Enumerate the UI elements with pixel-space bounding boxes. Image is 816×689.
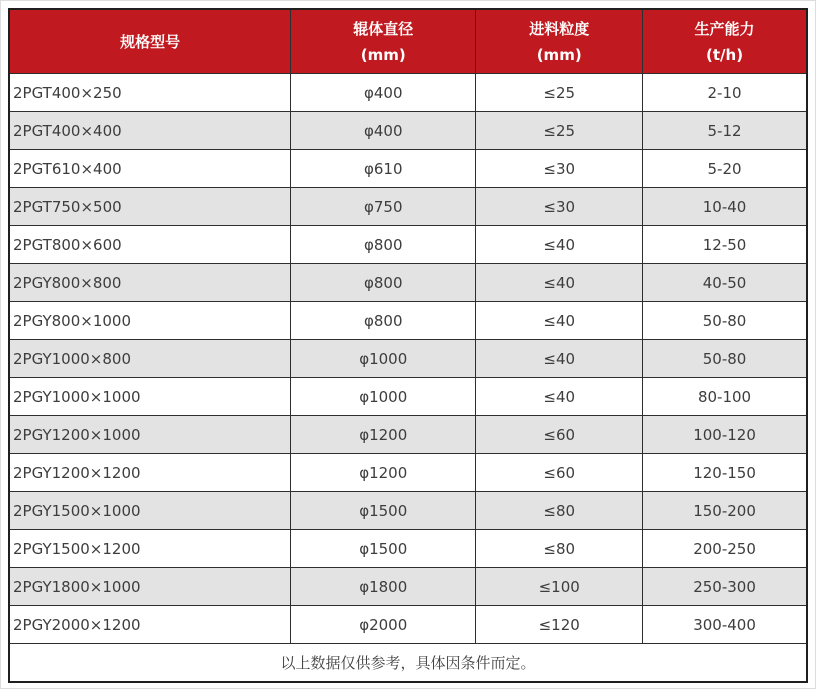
- header-row: [9, 9, 807, 74]
- table-row: [9, 530, 807, 568]
- footer-note: 以上数据仅供参考，具体因条件而定。: [9, 644, 807, 683]
- column-header-roller-diameter: [291, 9, 476, 74]
- capacity-cell: 150-200: [643, 492, 807, 530]
- table-row: [9, 150, 807, 188]
- diameter-cell: φ1500: [291, 530, 476, 568]
- feed-size-cell: ≤40: [476, 340, 643, 378]
- model-cell: 2PGY800×1000: [9, 302, 291, 340]
- capacity-cell: 12-50: [643, 226, 807, 264]
- table-row: [9, 74, 807, 112]
- capacity-cell: 250-300: [643, 568, 807, 606]
- diameter-cell: φ800: [291, 302, 476, 340]
- model-cell: 2PGT400×250: [9, 74, 291, 112]
- diameter-cell: φ1000: [291, 340, 476, 378]
- feed-size-cell: ≤25: [476, 112, 643, 150]
- capacity-cell: 5-12: [643, 112, 807, 150]
- model-cell: 2PGY800×800: [9, 264, 291, 302]
- capacity-cell: 50-80: [643, 340, 807, 378]
- feed-size-cell: ≤100: [476, 568, 643, 606]
- column-header-label: 进料粒度: [529, 19, 590, 38]
- model-cell: 2PGY1500×1000: [9, 492, 291, 530]
- column-header-unit: (mm): [536, 45, 582, 64]
- feed-size-cell: ≤30: [476, 188, 643, 226]
- table-row: [9, 226, 807, 264]
- diameter-cell: φ1200: [291, 454, 476, 492]
- column-header-label: 生产能力: [694, 19, 755, 38]
- model-cell: 2PGY1000×1000: [9, 378, 291, 416]
- table-row: [9, 112, 807, 150]
- column-header-unit: (t/h): [706, 45, 744, 64]
- column-header-feed-size: [476, 9, 643, 74]
- diameter-cell: φ750: [291, 188, 476, 226]
- table-row: [9, 378, 807, 416]
- capacity-cell: 100-120: [643, 416, 807, 454]
- footer-row: [9, 644, 807, 683]
- capacity-cell: 2-10: [643, 74, 807, 112]
- model-cell: 2PGY2000×1200: [9, 606, 291, 644]
- model-cell: 2PGY1200×1200: [9, 454, 291, 492]
- column-header-label: 辊体直径: [353, 19, 414, 38]
- diameter-cell: φ2000: [291, 606, 476, 644]
- model-cell: 2PGY1800×1000: [9, 568, 291, 606]
- feed-size-cell: ≤60: [476, 416, 643, 454]
- diameter-cell: φ400: [291, 112, 476, 150]
- model-cell: 2PGT800×600: [9, 226, 291, 264]
- table-row: [9, 416, 807, 454]
- column-header-unit: (mm): [360, 45, 406, 64]
- diameter-cell: φ400: [291, 74, 476, 112]
- column-header-label: 规格型号: [120, 32, 181, 51]
- table-row: [9, 568, 807, 606]
- diameter-cell: φ1500: [291, 492, 476, 530]
- diameter-cell: φ800: [291, 264, 476, 302]
- feed-size-cell: ≤40: [476, 378, 643, 416]
- capacity-cell: 200-250: [643, 530, 807, 568]
- capacity-cell: 10-40: [643, 188, 807, 226]
- capacity-cell: 120-150: [643, 454, 807, 492]
- model-cell: 2PGY1200×1000: [9, 416, 291, 454]
- model-cell: 2PGT750×500: [9, 188, 291, 226]
- diameter-cell: φ1000: [291, 378, 476, 416]
- capacity-cell: 5-20: [643, 150, 807, 188]
- spec-table: [8, 8, 808, 683]
- column-header-capacity: [643, 9, 807, 74]
- table-row: [9, 454, 807, 492]
- feed-size-cell: ≤25: [476, 74, 643, 112]
- feed-size-cell: ≤40: [476, 226, 643, 264]
- capacity-cell: 80-100: [643, 378, 807, 416]
- table-row: [9, 302, 807, 340]
- diameter-cell: φ800: [291, 226, 476, 264]
- feed-size-cell: ≤120: [476, 606, 643, 644]
- diameter-cell: φ610: [291, 150, 476, 188]
- feed-size-cell: ≤30: [476, 150, 643, 188]
- diameter-cell: φ1800: [291, 568, 476, 606]
- capacity-cell: 300-400: [643, 606, 807, 644]
- model-cell: 2PGT610×400: [9, 150, 291, 188]
- feed-size-cell: ≤80: [476, 492, 643, 530]
- feed-size-cell: ≤60: [476, 454, 643, 492]
- feed-size-cell: ≤80: [476, 530, 643, 568]
- capacity-cell: 40-50: [643, 264, 807, 302]
- model-cell: 2PGY1000×800: [9, 340, 291, 378]
- table-row: [9, 340, 807, 378]
- column-header-model: [9, 9, 291, 74]
- model-cell: 2PGY1500×1200: [9, 530, 291, 568]
- table-row: [9, 492, 807, 530]
- diameter-cell: φ1200: [291, 416, 476, 454]
- capacity-cell: 50-80: [643, 302, 807, 340]
- table-row: [9, 264, 807, 302]
- table-row: [9, 606, 807, 644]
- feed-size-cell: ≤40: [476, 302, 643, 340]
- table-row: [9, 188, 807, 226]
- feed-size-cell: ≤40: [476, 264, 643, 302]
- model-cell: 2PGT400×400: [9, 112, 291, 150]
